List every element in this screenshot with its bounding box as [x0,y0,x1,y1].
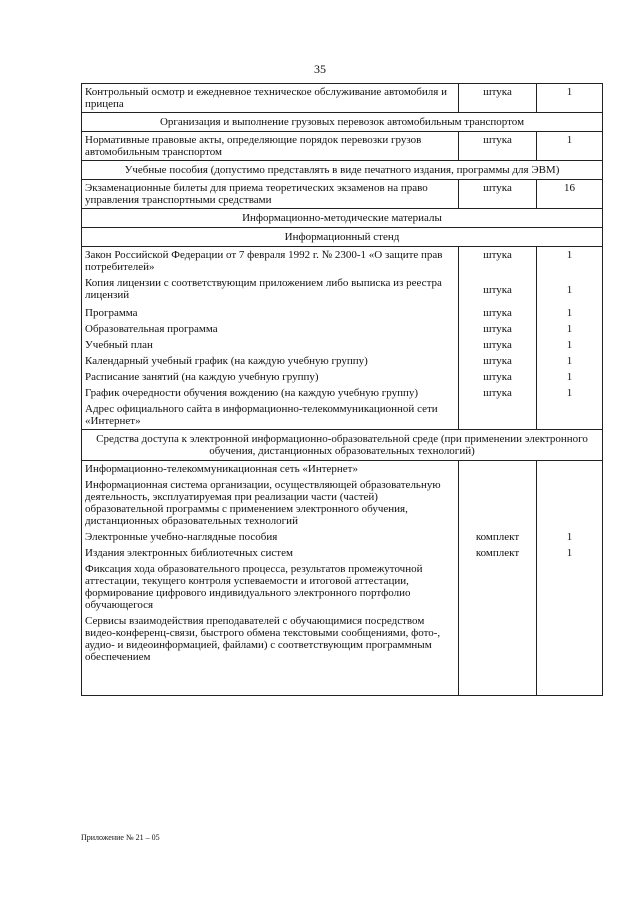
section-header: Учебные пособия (допустимо представлять в виде печатного издания, программы для ЭВМ) [82,161,603,180]
item-unit: штука [459,275,537,305]
item-qty: 1 [537,275,603,305]
item-name: Фиксация хода образовательного процесса, результатов промежуточной аттестации, текущего контроля успеваемости и итоговой аттестации, формирование цифрового индивидуального электронного портфолио обучающегося [82,561,459,613]
item-unit: комплект [459,529,537,545]
item-qty: 1 [537,337,603,353]
table-row [82,545,603,561]
section-header-row [82,430,603,461]
item-qty: 1 [537,305,603,321]
table-row [82,84,603,113]
item-unit [459,613,537,665]
table-row [82,353,603,369]
item-qty: 1 [537,84,603,113]
item-qty: 1 [537,545,603,561]
item-unit: комплект [459,545,537,561]
table-row [82,561,603,613]
item-qty [537,401,603,430]
item-qty [537,461,603,478]
equipment-table [81,83,603,696]
item-qty: 1 [537,247,603,276]
table-row [82,529,603,545]
table-row [82,247,603,276]
item-name: Контрольный осмотр и ежедневное техническое обслуживание автомобиля и прицепа [82,84,459,113]
item-unit: штука [459,247,537,276]
blank-cell [537,665,603,696]
item-name: Расписание занятий (на каждую учебную группу) [82,369,459,385]
item-name: Программа [82,305,459,321]
item-unit [459,401,537,430]
section-header: Информационно-методические материалы [82,209,603,228]
item-name: Календарный учебный график (на каждую учебную группу) [82,353,459,369]
page-number: 35 [314,62,326,76]
item-qty: 1 [537,529,603,545]
item-name: Издания электронных библиотечных систем [82,545,459,561]
item-qty [537,477,603,529]
item-name: Копия лицензии с соответствующим приложением либо выписка из реестра лицензий [82,275,459,305]
item-unit: штука [459,369,537,385]
item-qty [537,561,603,613]
table-row [82,337,603,353]
section-header-row [82,113,603,132]
item-unit [459,561,537,613]
item-qty [537,613,603,665]
item-name: Информационная система организации, осуществляющей образовательную деятельность, эксплуатируемая при реализации части (частей) образовательной программы с применением электронного обучения, дистанционных образовательных технологий [82,477,459,529]
table-row [82,461,603,478]
item-name: Экзаменационные билеты для приема теоретических экзаменов на право управления транспортными средствами [82,180,459,209]
item-unit: штука [459,321,537,337]
table-row-blank [82,665,603,696]
section-header-row [82,161,603,180]
table-row [82,275,603,305]
table-row [82,369,603,385]
item-name: Нормативные правовые акты, определяющие порядок перевозки грузов автомобильным транспортом [82,132,459,161]
item-unit [459,461,537,478]
item-qty: 1 [537,321,603,337]
table-row [82,401,603,430]
table-row [82,132,603,161]
item-name: Адрес официального сайта в информационно-телекоммуникационной сети «Интернет» [82,401,459,430]
item-name: Учебный план [82,337,459,353]
item-unit: штука [459,180,537,209]
item-name: Образовательная программа [82,321,459,337]
item-unit: штука [459,84,537,113]
section-header: Средства доступа к электронной информационно-образовательной среде (при применении электронного обучения, дистанционных образовательных технологий) [82,430,603,461]
section-header-row [82,228,603,247]
footer-note: Приложение № 21 – 05 [81,833,160,842]
item-qty: 1 [537,353,603,369]
blank-cell [82,665,459,696]
table-row [82,613,603,665]
item-name: Сервисы взаимодействия преподавателей с обучающимися посредством видео-конференц-связи, быстрого обмена текстовыми сообщениями, фото-, аудио- и видеоинформацией, файлами) с соответствующим программным обеспечением [82,613,459,665]
table-row [82,180,603,209]
item-name: Закон Российской Федерации от 7 февраля 1992 г. № 2300-1 «О защите прав потребителей» [82,247,459,276]
item-name: Информационно-телекоммуникационная сеть «Интернет» [82,461,459,478]
item-qty: 1 [537,369,603,385]
item-unit: штука [459,132,537,161]
section-header-row [82,209,603,228]
item-unit: штука [459,305,537,321]
table-row [82,321,603,337]
blank-cell [459,665,537,696]
item-unit: штука [459,385,537,401]
item-unit [459,477,537,529]
section-header: Информационный стенд [82,228,603,247]
item-name: Электронные учебно-наглядные пособия [82,529,459,545]
item-unit: штука [459,353,537,369]
item-name: График очередности обучения вождению (на каждую учебную группу) [82,385,459,401]
item-qty: 16 [537,180,603,209]
table-row [82,305,603,321]
item-unit: штука [459,337,537,353]
item-qty: 1 [537,385,603,401]
section-header: Организация и выполнение грузовых перевозок автомобильным транспортом [82,113,603,132]
table-row [82,477,603,529]
table-row [82,385,603,401]
item-qty: 1 [537,132,603,161]
